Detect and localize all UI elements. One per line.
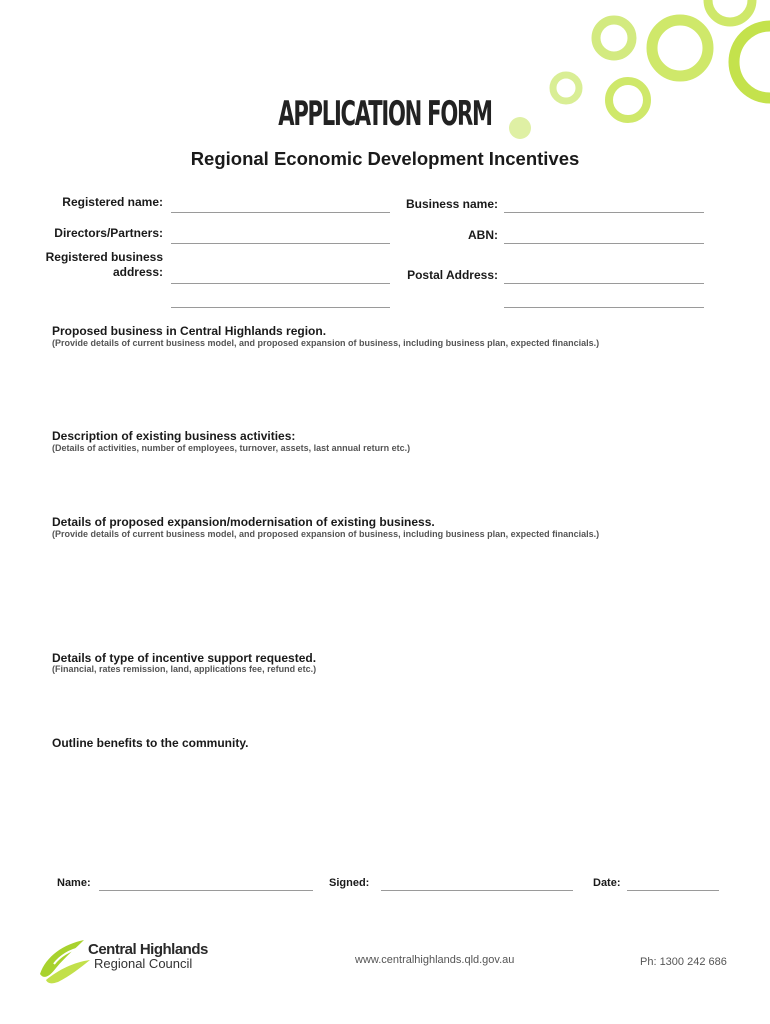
form-subtitle: Regional Economic Development Incentives [190,148,580,169]
website-link[interactable]: www.centralhighlands.qld.gov.au [355,954,515,966]
postal-address-field-2[interactable] [504,307,704,308]
registered-name-field[interactable] [171,212,390,213]
directors-field[interactable] [171,243,390,244]
section-incentive-heading: Details of type of incentive support requested. [52,651,317,665]
section-expansion-heading: Details of proposed expansion/modernisation of existing business. [52,515,435,529]
date-label: Date: [593,877,621,889]
registered-address-field-2[interactable] [171,307,390,308]
signed-label: Signed: [329,877,370,889]
section-proposed-business-heading: Proposed business in Central Highlands region. [52,324,327,338]
abn-field[interactable] [504,243,704,244]
section-expansion-subtext: (Provide details of current business model, and proposed expansion of business, including business plan, expected financials.) [52,529,600,539]
phone-number: Ph: 1300 242 686 [640,956,727,968]
business-name-label: Business name: [405,197,498,211]
directors-label: Directors/Partners: [54,226,163,240]
postal-address-label: Postal Address: [407,268,498,282]
signed-field[interactable] [381,890,573,891]
name-field[interactable] [99,890,313,891]
registered-address-label-1: Registered business [45,250,163,264]
business-name-field[interactable] [504,212,704,213]
section-benefits-heading: Outline benefits to the community. [52,736,249,750]
registered-address-field-1[interactable] [171,283,390,284]
form-title: APPLICATION FORM [278,94,492,134]
postal-address-field-1[interactable] [504,283,704,284]
registered-address-label-2: address: [112,265,163,279]
council-name: Central Highlands [88,941,208,958]
abn-label: ABN: [468,228,498,242]
section-incentive-subtext: (Financial, rates remission, land, applications fee, refund etc.) [52,664,317,674]
registered-name-label: Registered name: [62,195,163,209]
name-label: Name: [57,877,91,889]
section-existing-activities-subtext: (Details of activities, number of employees, turnover, assets, last annual return etc.) [52,443,411,453]
council-subname: Regional Council [94,956,193,971]
council-logo-icon [36,934,92,986]
section-proposed-business-subtext: (Provide details of current business model, and proposed expansion of business, including business plan, expected financials.) [52,338,600,348]
date-field[interactable] [627,890,719,891]
section-existing-activities-heading: Description of existing business activities: [52,429,296,443]
